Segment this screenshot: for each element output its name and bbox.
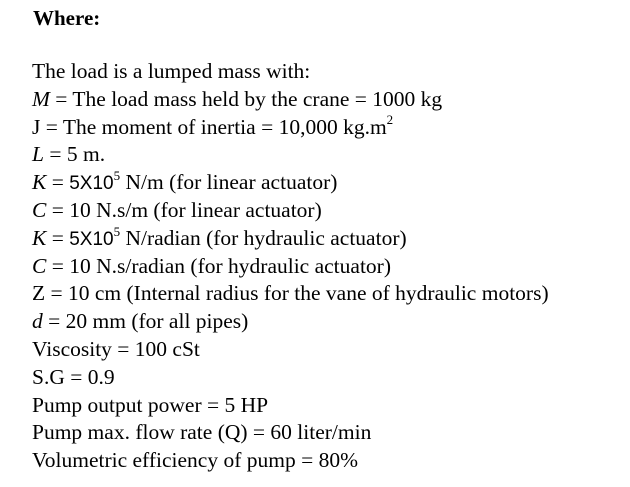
stiffness-linear-text: N/m (for linear actuator) [120,170,338,195]
pump-flow-line: Pump max. flow rate (Q) = 60 liter/min [32,420,372,445]
load-mass-line [32,86,549,114]
stiffness-hydraulic-line [32,225,549,253]
length-text: = 5 m. [43,142,106,167]
stiffness-linear-equals: = [46,170,70,195]
stiffness-hydraulic-symbol: K [32,225,47,250]
pump-power-line: Pump output power = 5 HP [32,392,269,417]
mass-symbol: M [32,86,50,111]
viscosity-line: Viscosity = 100 cSt [32,336,200,361]
pipe-diameter-line [32,308,549,336]
mass-text: = The load mass held by the crane = 1000 kg [49,86,443,111]
length-symbol: L [32,142,44,167]
pipe-diameter-symbol: d [32,309,43,334]
damping-linear-line [32,197,549,225]
parameter-list [32,58,549,475]
damping-hydraulic-text: = 10 N.s/radian (for hydraulic actuator) [46,253,391,278]
intro-line: The load is a lumped mass with: [32,59,311,83]
stiffness-linear-symbol: K [32,170,47,195]
damping-hydraulic-line [32,253,549,281]
moment-of-inertia-line [32,114,549,142]
pump-efficiency-line: Volumetric efficiency of pump = 80% [32,448,358,473]
stiffness-linear-coefficient: 5X10 [69,173,114,195]
stiffness-linear-exponent: 5 [113,168,121,184]
stiffness-hydraulic-exponent: 5 [113,223,121,239]
stiffness-hydraulic-coefficient: 5X10 [69,228,114,250]
stiffness-linear-line [32,169,549,197]
damping-hydraulic-symbol: C [32,253,47,278]
specific-gravity-line: S.G = 0.9 [32,364,115,389]
stiffness-hydraulic-text: N/radian (for hydraulic actuator) [120,225,407,250]
damping-linear-symbol: C [32,197,47,222]
section-heading: Where: [33,6,101,30]
damping-linear-text: = 10 N.s/m (for linear actuator) [46,197,322,222]
inertia-text: J = The moment of inertia = 10,000 kg.m [32,114,387,139]
stiffness-hydraulic-equals: = [46,225,70,250]
inertia-exponent: 2 [386,112,394,128]
length-line [32,141,549,169]
vane-radius-line: Z = 10 cm (Internal radius for the vane of hydraulic motors) [32,281,549,306]
pipe-diameter-text: = 20 mm (for all pipes) [42,309,249,334]
